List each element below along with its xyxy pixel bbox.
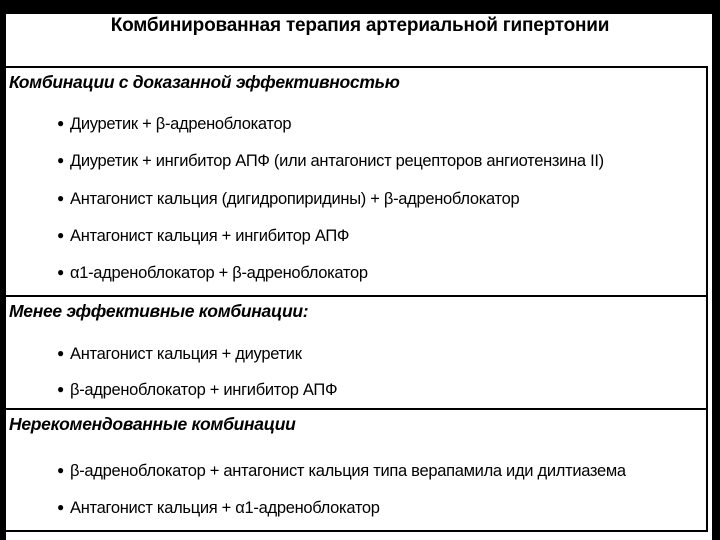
list-item [57, 381, 337, 400]
section-less-effective-combinations [5, 295, 706, 408]
bullet-icon: ● [57, 116, 64, 130]
section-heading: Комбинации с доказанной эффективностью [9, 72, 400, 92]
bullet-icon: ● [57, 228, 64, 242]
bullet-icon: ● [57, 153, 64, 167]
list-item-text: Антагонист кальция (дигидропиридины) + β-адреноблокатор [70, 190, 520, 208]
list-item-text: β-адреноблокатор + антагонист кальция типа верапамила иди дилтиазема [70, 462, 626, 480]
list-item-text: α1-адреноблокатор + β-адреноблокатор [70, 264, 368, 282]
section-heading: Нерекомендованные комбинации [9, 414, 296, 434]
section-proven-combinations [5, 68, 706, 295]
combinations-table [3, 66, 708, 532]
list-item [57, 190, 519, 209]
list-item [57, 152, 604, 171]
bullet-icon: ● [57, 265, 64, 279]
list-item [57, 499, 380, 518]
list-item-text: Диуретик + β-адреноблокатор [70, 115, 292, 133]
list-item-text: Антагонист кальция + диуретик [70, 345, 302, 363]
bullet-icon: ● [57, 500, 64, 514]
list-item [57, 227, 349, 246]
right-border-bar [712, 0, 720, 540]
list-item-text: β-адреноблокатор + ингибитор АПФ [70, 381, 338, 399]
bullet-icon: ● [57, 382, 64, 396]
bullet-icon: ● [57, 191, 64, 205]
list-item [57, 264, 368, 283]
bullet-icon: ● [57, 346, 64, 360]
list-item [57, 462, 626, 481]
bullet-icon: ● [57, 463, 64, 477]
top-border-bar [0, 0, 720, 14]
list-item-text: Антагонист кальция + α1-адреноблокатор [70, 499, 380, 517]
list-item-text: Антагонист кальция + ингибитор АПФ [70, 227, 350, 245]
list-item-text: Диуретик + ингибитор АПФ (или антагонист рецепторов ангиотензина II) [70, 152, 604, 170]
list-item [57, 115, 291, 134]
section-heading: Менее эффективные комбинации: [9, 301, 309, 321]
section-not-recommended-combinations [5, 408, 706, 530]
page-title: Комбинированная терапия артериальной гипертонии [110, 15, 610, 36]
list-item [57, 345, 302, 364]
